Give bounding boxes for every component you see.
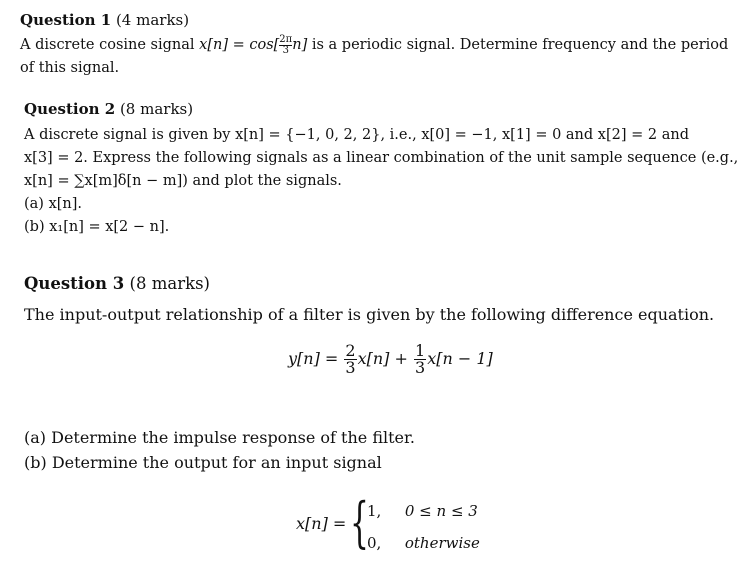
case-2: 0, otherwise <box>367 534 480 552</box>
question-1-marks: (4 marks) <box>115 11 190 29</box>
question-1-line-1: A discrete cosine signal x[n] = cos[ $\frac{2\pi}{3}$ n] is a periodic signal. Determine frequency and the period <box>20 33 729 56</box>
signal-expression: x[n] = cos[ <box>199 37 280 53</box>
question-2-body <box>24 124 738 239</box>
question-2-line-2: x[3] = 2. Express the following signals as a linear combination of the unit sample sequence (e.g., <box>24 150 738 166</box>
question-3-part-a: (a) Determine the impulse response of the filter. <box>24 428 415 447</box>
question-3-label: Question 3 <box>24 274 125 293</box>
fraction-1-over-3: $\frac{1}{3}$ <box>415 341 426 377</box>
question-1-label: Question 1 <box>20 11 112 29</box>
question-3-heading <box>24 274 210 293</box>
question-3-intro: The input-output relationship of a filter is given by the following difference equation. <box>24 305 715 324</box>
question-2-label: Question 2 <box>24 100 116 118</box>
question-2-line-1: A discrete signal is given by x[n] = {−1, 0, 2, 2}, i.e., x[0] = −1, x[1] = 0 and x[2] = 2 and <box>24 127 689 143</box>
left-brace: { <box>350 491 369 554</box>
question-2-part-b: (b) x₁[n] = x[2 − n]. <box>24 219 170 235</box>
question-2-part-a: (a) x[n]. <box>24 196 83 212</box>
question-1-line-2: of this signal. <box>20 60 120 76</box>
question-2-line-3: x[n] = ∑x[m]δ[n − m]) and plot the signals. <box>24 173 342 189</box>
question-3-marks: (8 marks) <box>129 274 210 293</box>
question-3-parts <box>24 425 664 475</box>
difference-equation: y[n] = $\frac{2}{3}$ x[n] + $\frac{1}{3}$ x[n − 1] <box>288 341 493 377</box>
question-1-body <box>20 33 729 80</box>
fraction-2pi-over-3: $\frac{2\pi}{3}$ <box>279 33 293 56</box>
question-3-part-b: (b) Determine the output for an input signal <box>24 453 382 472</box>
question-1-heading <box>20 11 189 29</box>
case-1: 1, 0 ≤ n ≤ 3 <box>367 502 478 520</box>
fraction-2-over-3: $\frac{2}{3}$ <box>345 341 356 377</box>
piecewise-lhs: x[n] = <box>296 514 347 533</box>
question-2-heading <box>24 100 193 118</box>
question-2-marks: (8 marks) <box>119 100 194 118</box>
